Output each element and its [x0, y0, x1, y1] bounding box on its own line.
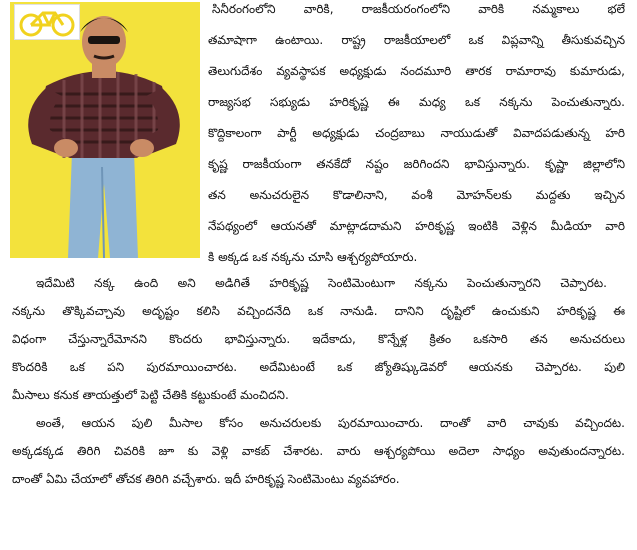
- article-line: నేపథ్యంలో ఆయనతో మాట్లాడదామని హరికృష్ణ ఇంటికి వెళ్లిన మీడియా వారి: [208, 219, 625, 233]
- article-line: రాజ్యసభ సభ్యుడు హరికృష్ణ ఈ మధ్య ఒక నక్కను పెంచుతున్నారు.: [208, 95, 625, 109]
- article-line: విధంగా చేస్తున్నారేమోనని కొందరు భావిస్తున్నారు. ఇదేకాదు, కొన్నేళ్ల క్రితం ఒకసారి తన అనుచరులు: [12, 332, 625, 346]
- article-line: సినీరంగంలోని వారికి, రాజకీయరంగంలోని వారికి నమ్మకాలు భలే: [212, 2, 625, 16]
- article-line: నక్కను తొక్కివచ్చావు అదృష్టం కలిసి వచ్చిందనేది ఒక నానుడి. దానిని దృష్టిలో ఉంచుకుని హరికృష్ణ ఈ: [12, 304, 625, 318]
- article-line: అక్కడక్కడ తిరిగి చివరికి జూ కు వెళ్లి వాకబ్ చేశారట. వారు ఆశ్చర్యపోయి అదెలా సాధ్యం అవుతుందన్నారట.: [12, 444, 625, 458]
- article-line: కొద్దికాలంగా పార్టీ అధ్యక్షుడు చంద్రబాబు నాయుడుతో వివాదపడుతున్న హరి: [208, 126, 625, 140]
- article-line: కృష్ణ రాజకీయంగా తనకేదో నష్టం జరిగిందని భావిస్తున్నారు. కృష్ణా జిల్లాలోని: [208, 157, 625, 171]
- article-line: ఇదేమిటి నక్క ఉంది అని అడిగితే హరికృష్ణ సెంటిమెంటుగా నక్కను పెంచుతున్నారని చెప్పారట.: [36, 276, 607, 290]
- article-line: తెలుగుదేశం వ్యవస్థాపక అధ్యక్షుడు నందమూరి తారక రామారావు కుమారుడు,: [208, 64, 625, 78]
- article-line: తన అనుచరులైన కొడాలినాని, వంశీ మోహన్‌లకు మద్దతు ఇచ్చిన: [208, 188, 625, 202]
- article-line: కి అక్కడ ఒక నక్కను చూసి ఆశ్చర్యపోయారు.: [208, 250, 418, 264]
- article-line: అంతే, ఆయన పులి మీసాల కోసం అనుచరులకు పురమాయించారు. దాంతో వారి చావుకు వచ్చిందట.: [36, 416, 625, 430]
- article-line: కొందరికి ఒక పని పురమాయించారట. అదేమిటంటే ఒక జ్యోతిష్కుడెవరో ఆయనకు చెప్పారట. పులి: [12, 360, 625, 374]
- article-line: మీసాలు కనుక తాయత్తులో పెట్టి చేతికి కట్టుకుంటే మంచిదని.: [12, 388, 289, 402]
- article-line: దాంతో ఏమి చేయాలో తోచక తిరిగి వచ్చేశారు. ఇదీ హరికృష్ణ సెంటిమెంటు వ్యవహారం.: [12, 472, 400, 486]
- article-line: తమాషాగా ఉంటాయి. రాష్ట్ర రాజకీయాలలో ఒక విప్లవాన్ని తీసుకువచ్చిన: [208, 33, 625, 47]
